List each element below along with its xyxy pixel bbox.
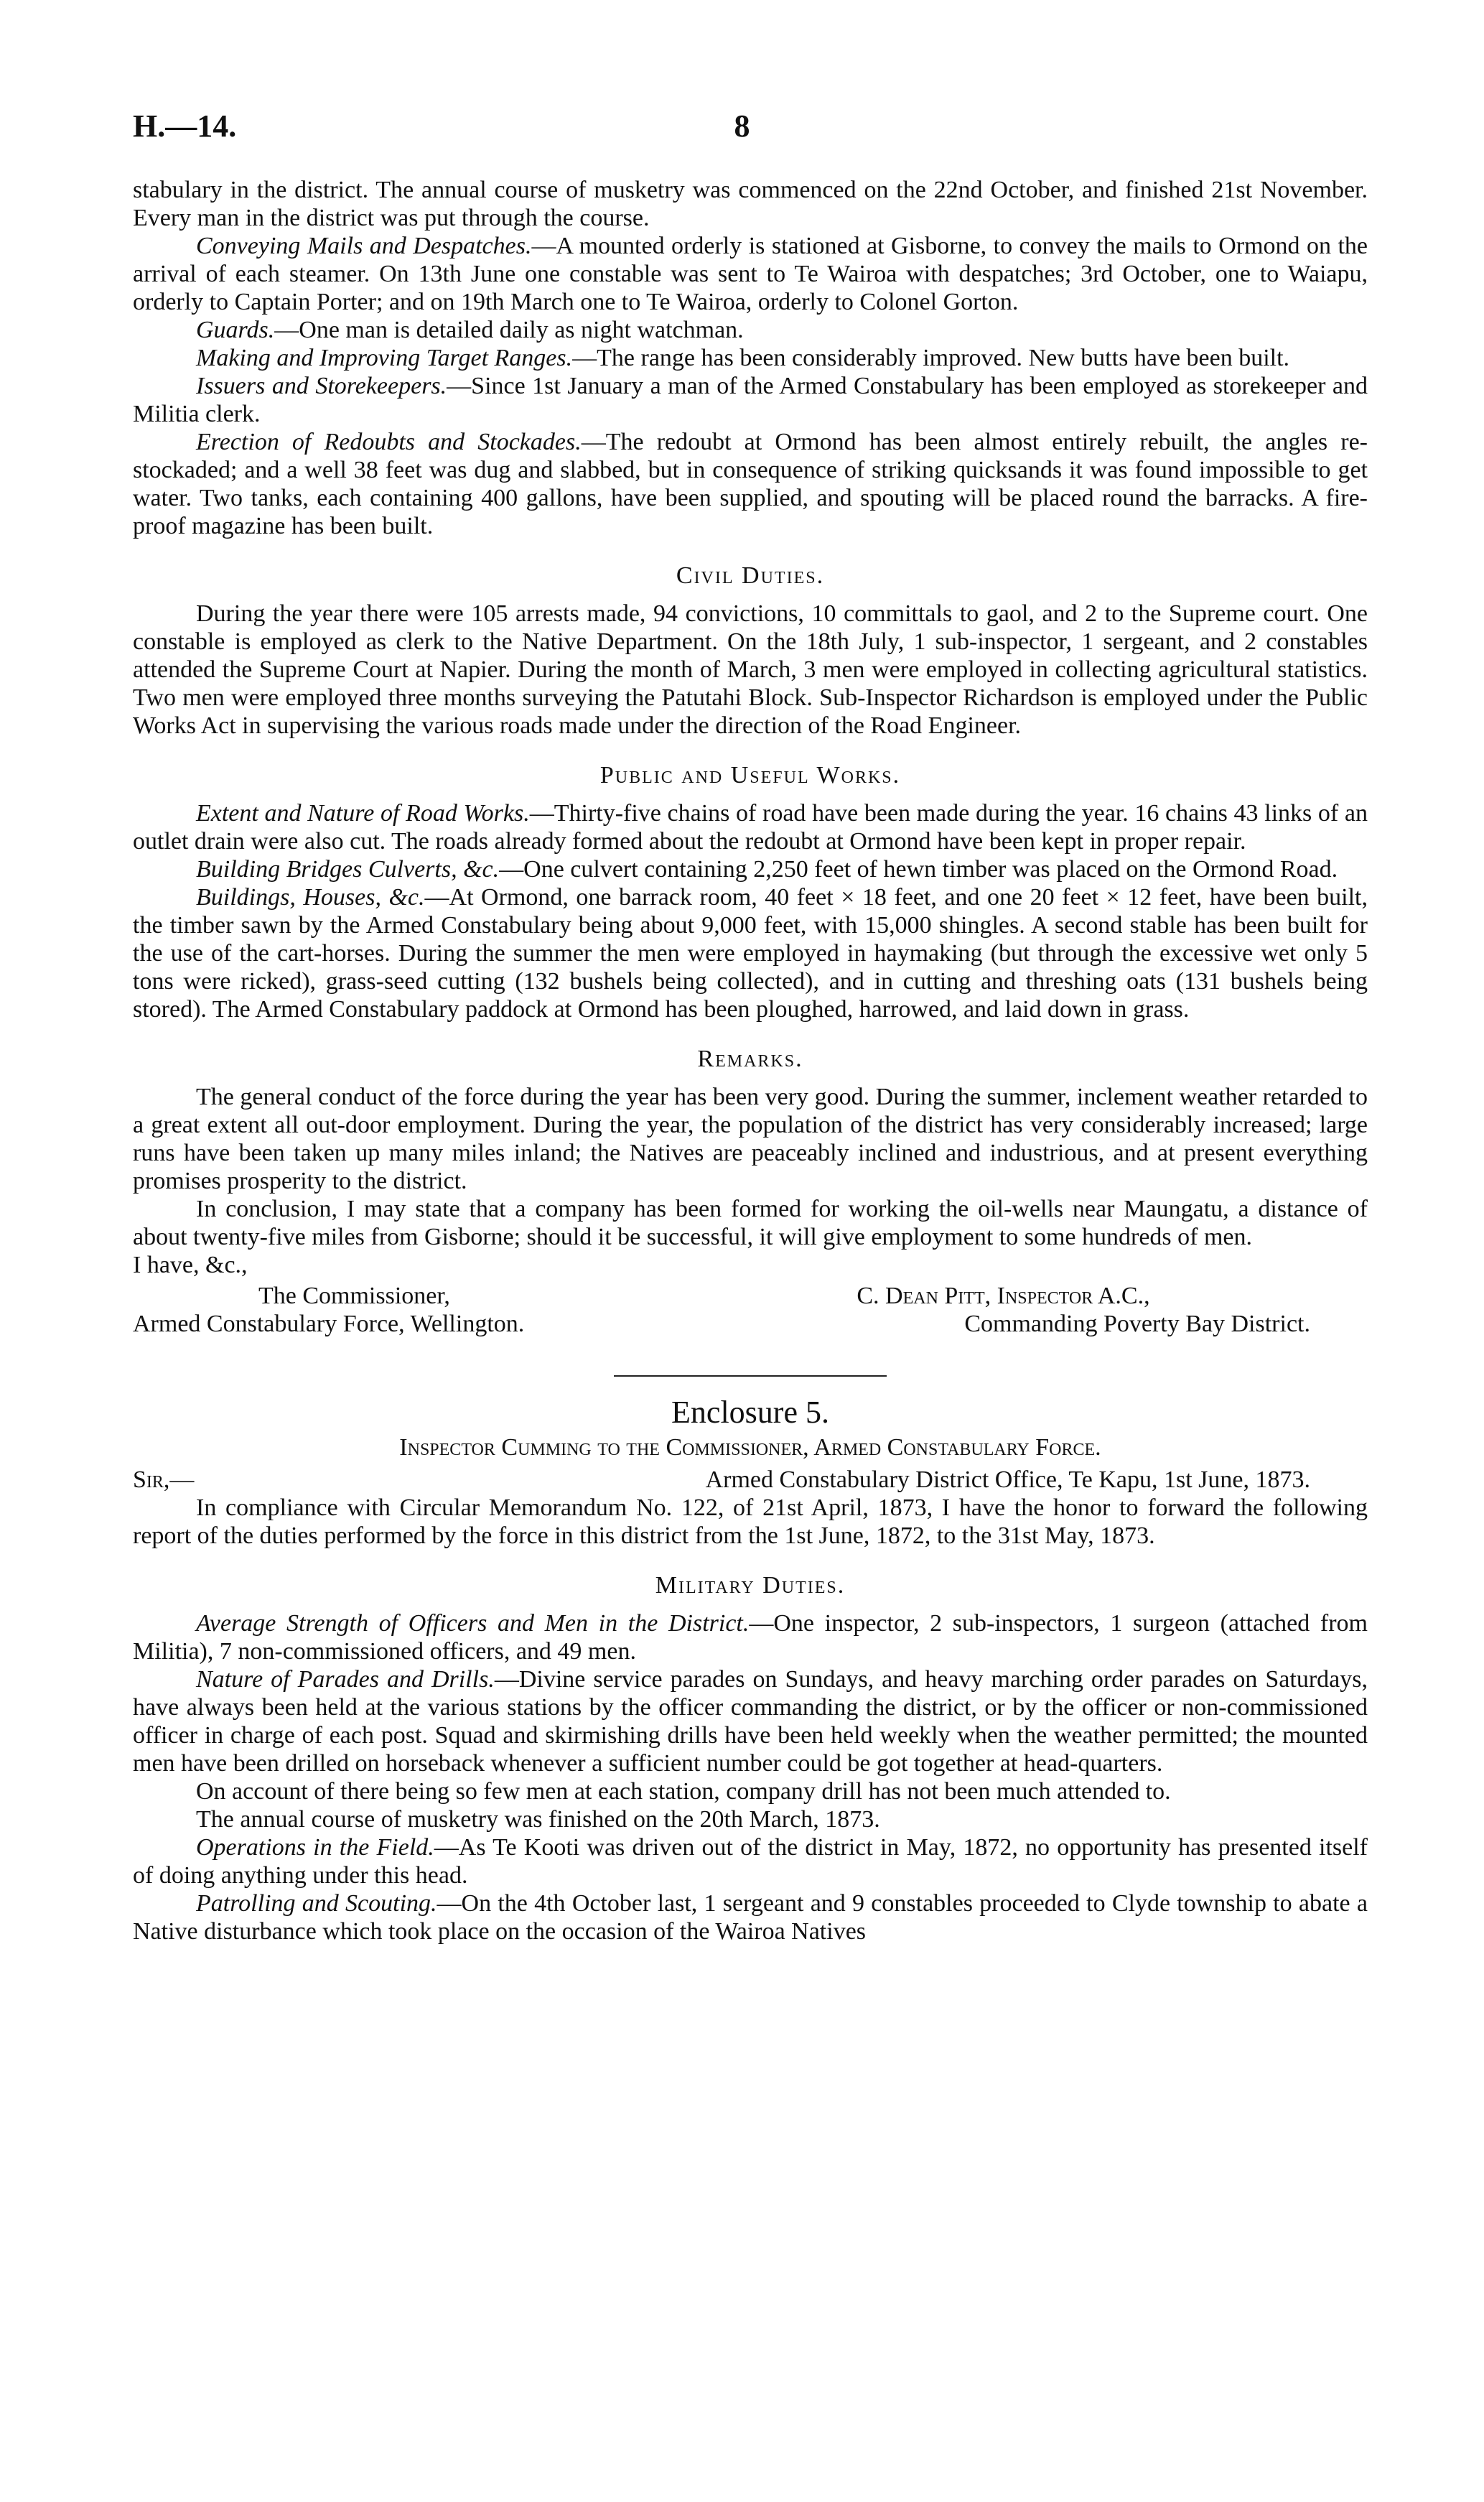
signoff-addressee [133,1282,524,1338]
addressee-line-1: The Commissioner, [258,1283,450,1309]
paragraph-mails: Conveying Mails and Despatches.—A mounted orderly is stationed at Gisborne, to convey the mails to Ormond on the arrival of each steamer. On 13th June one constable was sent to Te Wairoa with despatches; 3rd October, one to Waiapu, orderly to Captain Porter; and on 19th March one to Te Wairoa, orderly to Colonel Gorton. [133,233,1368,315]
document-body [133,176,1368,1945]
paragraph-redoubts: Erection of Redoubts and Stockades.—The redoubt at Ormond has been almost entirely rebuilt, the angles re-stockaded; and a well 38 feet was dug and slabbed, but in consequence of striking quicksands it was found impossible to get water. Two tanks, each containing 400 gallons, have been supplied, and spouting will be placed round the barracks. A fire-proof magazine has been built. [133,429,1368,539]
signatory-line-2: Commanding Poverty Bay District. [964,1311,1310,1337]
heading-public-works: Public and Useful Works. [599,762,901,789]
paragraph-parades-drills: Nature of Parades and Drills.—Divine service parades on Sundays, and heavy marching order parades on Saturdays, have always been held at the various stations by the officer commanding the district, or by the officer or non-commissioned officer in charge of each post. Squad and skirmishing drills have been held weekly when the weather permitted; the mounted men have been drilled on horseback whenever a sufficient number could be got together at head-quarters. [133,1666,1368,1777]
paragraph-musketry: The annual course of musketry was finished on the 20th March, 1873. [196,1806,880,1833]
paragraph-remarks-conclusion: In conclusion, I may state that a company has been formed for working the oil-wells near Maungatu, a distance of about twenty-five miles from Gisborne; should it be successful, it will give employment to some hundreds of men. [133,1196,1368,1250]
paragraph-buildings: Buildings, Houses, &c.—At Ormond, one barrack room, 40 feet × 18 feet, and one 20 feet × 12 feet, have been built, the timber sawn by the Armed Constabulary being about 9,000 feet, with 15,000 shingles. A second stable has been built for the use of the cart-horses. During the summer the men were employed in haymaking (but through the excessive wet only 5 tons were ricked), grass-seed cutting (132 bushels being collected), and in cutting and threshing oats (131 bushels being stored). The Armed Constabulary paddock at Ormond has been ploughed, harrowed, and laid down in grass. [133,884,1368,1023]
addressee-line-2: Armed Constabulary Force, Wellington. [133,1311,525,1337]
heading-remarks: Remarks. [697,1046,803,1072]
paragraph-remarks-conduct: The general conduct of the force during the year has been very good. During the summer, inclement weather retarded to a great extent all out-door employment. During the year, the population of the district has very considerably increased; large runs have been taken up many miles inland; the Natives are peaceably inclined and industrious, and at present everything promises prosperity to the district. [133,1084,1368,1194]
document-reference: H.—14. [133,108,237,144]
paragraph-target-ranges: Making and Improving Target Ranges.—The range has been considerably improved. New butts have been built. [196,345,1290,371]
enclosure-title: Enclosure 5. [671,1395,829,1430]
section-divider [614,1375,887,1377]
heading-military-duties: Military Duties. [655,1572,846,1599]
paragraph-guards: Guards.—One man is detailed daily as night watchman. [196,317,744,343]
office-dateline: Armed Constabulary District Office, Te Kapu, 1st June, 1873. [705,1466,1310,1493]
paragraph-road-works: Extent and Nature of Road Works.—Thirty-five chains of road have been made during the year. 16 chains 43 links of an outlet drain were also cut. The roads already formed about the redoubt at Ormond have been kept in proper repair. [133,800,1368,855]
page-header [133,108,1351,158]
salutation: Sir,— [133,1466,195,1493]
paragraph-operations: Operations in the Field.—As Te Kooti was driven out of the district in May, 1872, no opportunity has presented itself of doing anything under this head. [133,1834,1368,1889]
paragraph-patrolling: Patrolling and Scouting.—On the 4th October last, 1 sergeant and 9 constables proceeded to Clyde township to abate a Native disturbance which took place on the occasion of the Wairoa Natives [133,1890,1368,1945]
paragraph-civil-duties: During the year there were 105 arrests made, 94 convictions, 10 committals to gaol, and 2 to the Supreme court. One constable is employed as clerk to the Native Department. On the 18th July, 1 sub-inspector, 1 sergeant, and 2 constables attended the Supreme Court at Napier. During the month of March, 3 men were employed in collecting agricultural statistics. Two men were employed three months surveying the Patutahi Block. Sub-Inspector Richardson is employed under the Public Works Act in supervising the various roads made under the direction of the Road Engineer. [133,600,1368,739]
paragraph-average-strength: Average Strength of Officers and Men in the District.—One inspector, 2 sub-inspectors, 1 surgeon (attached from Militia), 7 non-commissioned officers, and 49 men. [133,1610,1368,1665]
enclosure-subtitle: Inspector Cumming to the Commissioner, Armed Constabulary Force. [399,1434,1101,1461]
paragraph-company-drill: On account of there being so few men at each station, company drill has not been much attended to. [196,1778,1171,1805]
paragraph-storekeepers: Issuers and Storekeepers.—Since 1st January a man of the Armed Constabulary has been employed as storekeeper and Militia clerk. [133,373,1368,427]
paragraph-culverts: Building Bridges Culverts, &c.—One culvert containing 2,250 feet of hewn timber was placed on the Ormond Road. [196,856,1338,883]
signoff-have: I have, &c., [133,1252,248,1278]
signoff-block [133,1282,1368,1338]
salutation-line [133,1466,1368,1494]
signatory-line-1: C. Dean Pitt, Inspector A.C., [857,1283,1150,1309]
signoff-signatory [857,1282,1368,1338]
page-number: 8 [734,108,750,144]
paragraph-opening: In compliance with Circular Memorandum No. 122, of 21st April, 1873, I have the honor to forward the following report of the duties performed by the force in this district from the 1st June, 1872, to the 31st May, 1873. [133,1494,1368,1549]
continued-paragraph: stabulary in the district. The annual course of musketry was commenced on the 22nd October, and finished 21st November. Every man in the district was put through the course. [133,177,1368,231]
heading-civil-duties: Civil Duties. [676,562,825,589]
